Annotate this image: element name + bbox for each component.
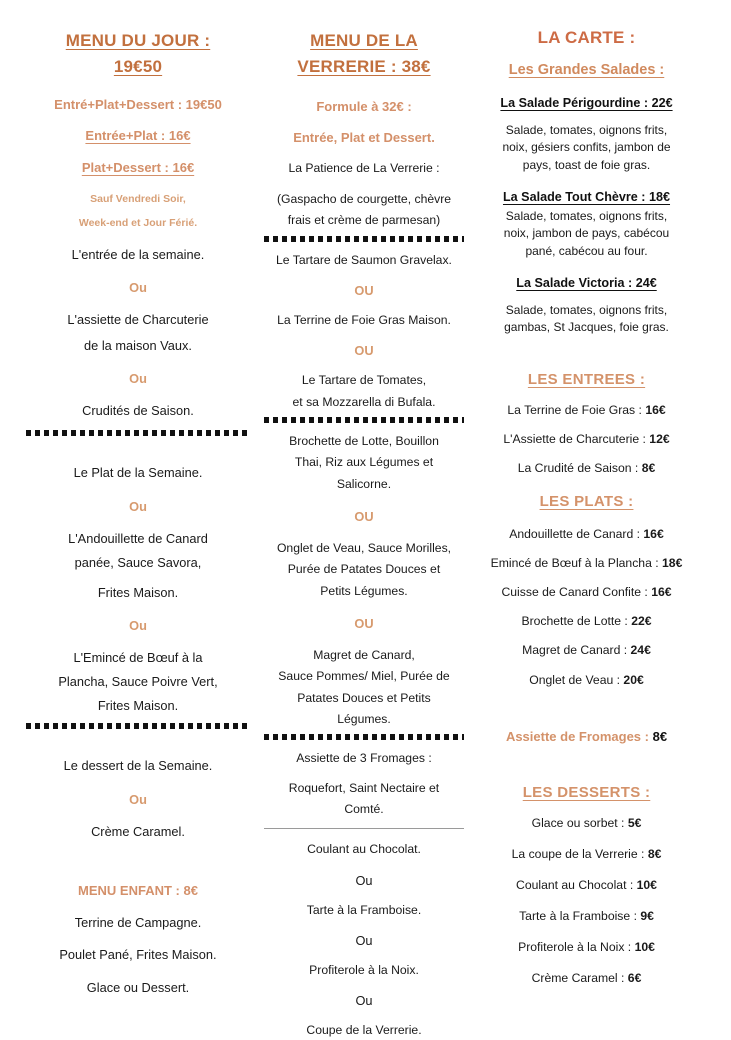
verrerie-formule-sub: Entrée, Plat et Dessert. bbox=[293, 130, 435, 146]
verrerie-main-0: Brochette de Lotte, Bouillon bbox=[289, 433, 439, 448]
les-desserts-title: LES DESSERTS : bbox=[522, 783, 651, 801]
dessert-price-4: 10€ bbox=[634, 939, 655, 954]
column-menu-du-jour bbox=[18, 28, 258, 997]
dessert-row-0 bbox=[476, 815, 697, 832]
jour-starter-3: de la maison Vaux. bbox=[84, 338, 192, 354]
jour-starter-5: Crudités de Saison. bbox=[82, 403, 194, 419]
verrerie-dessert-separator-3: Ou bbox=[355, 932, 373, 948]
plat-name-0: Andouillette de Canard : bbox=[509, 527, 644, 542]
plat-name-5: Onglet de Veau : bbox=[529, 672, 624, 687]
entree-price-0: 16€ bbox=[645, 402, 666, 417]
verrerie-dessert-separator-5: Ou bbox=[355, 993, 373, 1009]
jour-main-separator-1: Ou bbox=[129, 498, 147, 514]
dessert-price-3: 9€ bbox=[640, 908, 654, 923]
column-la-carte bbox=[470, 28, 703, 987]
note-line1: Sauf Vendredi Soir, bbox=[90, 193, 186, 206]
plat-price-1: 18€ bbox=[662, 556, 683, 571]
salad-desc-1-1: noix, jambon de pays, cabécou bbox=[503, 226, 670, 241]
salad-desc-0-2: pays, toast de foie gras. bbox=[522, 157, 651, 172]
dessert-name-4: Profiterole à la Noix : bbox=[518, 939, 635, 954]
assiette-fromages-price: 8€ bbox=[652, 728, 668, 744]
verrerie-main-10: Patates Douces et Petits bbox=[297, 690, 431, 705]
dessert-row-3 bbox=[476, 908, 697, 925]
verrerie-main-11: Légumes. bbox=[337, 711, 391, 726]
verrerie-dessert-separator-1: Ou bbox=[355, 872, 373, 888]
plat-name-3: Brochette de Lotte : bbox=[521, 614, 632, 629]
verrerie-cheese-1: Roquefort, Saint Nectaire et bbox=[288, 780, 440, 795]
dessert-name-2: Coulant au Chocolat : bbox=[516, 877, 637, 892]
verrerie-cheese-0: Assiette de 3 Fromages : bbox=[296, 751, 432, 766]
entree-row-2 bbox=[476, 460, 697, 477]
salad-desc-2-0: Salade, tomates, oignons frits, bbox=[505, 303, 668, 318]
salad-desc-0-0: Salade, tomates, oignons frits, bbox=[505, 122, 668, 137]
jour-starter-0: L'entrée de la semaine. bbox=[71, 246, 205, 262]
entree-name-2: La Crudité de Saison : bbox=[517, 461, 642, 476]
dessert-row-1 bbox=[476, 846, 697, 863]
verrerie-cheese-2: Comté. bbox=[344, 801, 384, 816]
plat-name-4: Magret de Canard : bbox=[522, 643, 631, 658]
dessert-name-5: Crème Caramel : bbox=[531, 970, 628, 985]
jour-main-6: L'Emincé de Bœuf à la bbox=[73, 649, 203, 665]
plat-row-1 bbox=[476, 555, 697, 572]
jour-main-2: L'Andouillette de Canard bbox=[68, 530, 208, 546]
dessert-row-5 bbox=[476, 970, 697, 987]
dessert-price-5: 6€ bbox=[627, 970, 642, 985]
formula-entree-plat-dessert: Entré+Plat+Dessert : 19€50 bbox=[54, 96, 222, 112]
les-plats-title: LES PLATS : bbox=[539, 493, 634, 511]
entree-price-1: 12€ bbox=[649, 431, 670, 446]
jour-dessert-separator-1: Ou bbox=[129, 791, 147, 807]
salad-name-2: La Salade Victoria : 24€ bbox=[516, 276, 657, 291]
jour-main-4: Frites Maison. bbox=[97, 584, 179, 600]
menu-enfant-item-2: Glace ou Dessert. bbox=[86, 979, 190, 995]
menu-du-jour-title-line1: MENU DU JOUR : bbox=[65, 31, 211, 50]
verrerie-main-9: Sauce Pommes/ Miel, Purée de bbox=[278, 669, 450, 684]
verrerie-title-line1: MENU DE LA bbox=[310, 31, 418, 50]
verrerie-main-1: Thai, Riz aux Légumes et bbox=[294, 455, 434, 470]
verrerie-formule: Formule à 32€ : bbox=[316, 98, 412, 114]
menu-enfant-title: MENU ENFANT : 8€ bbox=[78, 882, 198, 898]
plat-price-4: 24€ bbox=[630, 643, 651, 658]
salad-desc-2-1: gambas, St Jacques, foie gras. bbox=[504, 320, 669, 335]
entree-row-1 bbox=[476, 431, 697, 448]
salad-name-1: La Salade Tout Chèvre : 18€ bbox=[502, 189, 671, 204]
verrerie-separator-3: OU bbox=[354, 343, 374, 359]
jour-starter-2: L'assiette de Charcuterie bbox=[67, 311, 209, 327]
verrerie-starter2-2: La Terrine de Foie Gras Maison. bbox=[277, 313, 451, 327]
plat-row-3 bbox=[476, 613, 697, 630]
dessert-name-3: Tarte à la Framboise : bbox=[519, 908, 641, 923]
note-line2: Week-end et Jour Férié. bbox=[78, 217, 198, 230]
les-entrees-title: LES ENTREES : bbox=[527, 370, 646, 388]
plat-name-2: Cuisse de Canard Confite : bbox=[501, 585, 652, 600]
verrerie-main-2: Salicorne. bbox=[336, 476, 392, 491]
salad-desc-1-0: Salade, tomates, oignons frits, bbox=[505, 208, 668, 223]
plat-row-5 bbox=[476, 672, 697, 689]
verrerie-starter-1: (Gaspacho de courgette, chèvre bbox=[276, 192, 452, 207]
plat-name-1: Emincé de Bœuf à la Plancha : bbox=[490, 556, 663, 571]
jour-main-0: Le Plat de la Semaine. bbox=[73, 465, 203, 481]
la-carte-title: LA CARTE : bbox=[537, 28, 636, 47]
formula-entree-plat: Entrée+Plat : 16€ bbox=[85, 128, 191, 144]
verrerie-main-8: Magret de Canard, bbox=[313, 647, 415, 662]
verrerie-main-5: Purée de Patates Douces et bbox=[287, 562, 441, 577]
verrerie-title-line2: VERRERIE : 38€ bbox=[297, 57, 431, 77]
plat-price-0: 16€ bbox=[643, 527, 664, 542]
dessert-price-2: 10€ bbox=[636, 877, 657, 892]
menu-du-jour-title-line2: 19€50 bbox=[113, 57, 163, 77]
plat-price-2: 16€ bbox=[651, 585, 672, 600]
dessert-row-2 bbox=[476, 877, 697, 894]
jour-starter-separator-4: Ou bbox=[129, 371, 147, 387]
plat-row-2 bbox=[476, 584, 697, 601]
verrerie-starter-0: La Patience de La Verrerie : bbox=[288, 160, 440, 175]
salad-desc-0-1: noix, gésiers confits, jambon de bbox=[502, 140, 671, 155]
jour-main-8: Frites Maison. bbox=[97, 698, 179, 714]
salad-desc-1-2: pané, cabécou au four. bbox=[525, 243, 648, 258]
verrerie-main-4: Onglet de Veau, Sauce Morilles, bbox=[276, 540, 452, 555]
plat-price-5: 20€ bbox=[623, 672, 644, 687]
verrerie-main-separator-7: OU bbox=[354, 615, 374, 631]
jour-dessert-0: Le dessert de la Semaine. bbox=[63, 758, 213, 774]
jour-main-7: Plancha, Sauce Poivre Vert, bbox=[58, 674, 218, 690]
menu-enfant-item-1: Poulet Pané, Frites Maison. bbox=[59, 947, 217, 963]
entree-name-1: L'Assiette de Charcuterie : bbox=[503, 431, 650, 446]
plat-row-4 bbox=[476, 642, 697, 659]
jour-main-3: panée, Sauce Savora, bbox=[74, 554, 202, 570]
assiette-fromages-name: Assiette de Fromages : bbox=[505, 728, 653, 744]
verrerie-starter2-5: et sa Mozzarella di Bufala. bbox=[292, 394, 436, 409]
column-menu-verrerie bbox=[258, 28, 470, 1040]
jour-main-separator-5: Ou bbox=[129, 617, 147, 633]
verrerie-dessert-6: Coupe de la Verrerie. bbox=[306, 1023, 422, 1038]
dessert-price-1: 8€ bbox=[647, 846, 662, 861]
assiette-fromages-row bbox=[476, 729, 697, 744]
entree-name-0: La Terrine de Foie Gras : bbox=[507, 402, 646, 417]
dessert-name-0: Glace ou sorbet : bbox=[531, 815, 628, 830]
verrerie-starter2-0: Le Tartare de Saumon Gravelax. bbox=[276, 252, 452, 267]
dessert-row-4 bbox=[476, 939, 697, 956]
entree-price-2: 8€ bbox=[641, 461, 656, 476]
verrerie-dessert-4: Profiterole à la Noix. bbox=[309, 962, 419, 977]
verrerie-main-6: Petits Légumes. bbox=[320, 583, 408, 598]
verrerie-dessert-0: Coulant au Chocolat. bbox=[307, 842, 421, 857]
plat-row-0 bbox=[476, 526, 697, 543]
verrerie-main-separator-3: OU bbox=[354, 508, 374, 524]
jour-starter-separator-1: Ou bbox=[129, 279, 147, 295]
dessert-price-0: 5€ bbox=[627, 815, 642, 830]
menu-enfant-item-0: Terrine de Campagne. bbox=[74, 915, 202, 931]
verrerie-separator-1: OU bbox=[354, 283, 374, 298]
grandes-salades-title: Les Grandes Salades : bbox=[508, 62, 665, 78]
verrerie-starter2-4: Le Tartare de Tomates, bbox=[301, 373, 427, 388]
verrerie-dessert-2: Tarte à la Framboise. bbox=[306, 902, 422, 917]
formula-plat-dessert: Plat+Dessert : 16€ bbox=[81, 159, 195, 175]
salad-name-0: La Salade Périgourdine : 22€ bbox=[500, 95, 673, 110]
plat-price-3: 22€ bbox=[631, 614, 652, 629]
verrerie-starter-2: frais et crème de parmesan) bbox=[287, 213, 441, 228]
entree-row-0 bbox=[476, 402, 697, 419]
jour-dessert-2: Crème Caramel. bbox=[91, 823, 185, 839]
dessert-name-1: La coupe de la Verrerie : bbox=[511, 846, 648, 861]
